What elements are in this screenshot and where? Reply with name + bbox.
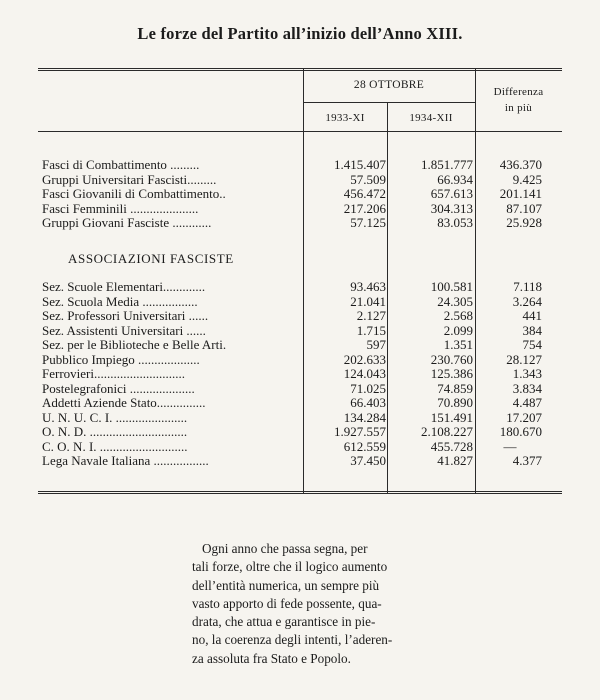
table-row [38, 367, 562, 382]
value-1934: 2.099 [443, 322, 473, 338]
value-1934: 125.386 [430, 366, 473, 381]
header-bottom-rule [38, 131, 562, 132]
difference-header-line2: in più [504, 102, 533, 114]
row-label: Sez. Scuola Media ................. [42, 294, 198, 309]
table-row [38, 425, 562, 440]
table-row [38, 280, 562, 295]
group-header-rule [303, 102, 475, 103]
value-1933: 124.043 [343, 366, 386, 381]
value-1933: 1.415.407 [334, 157, 386, 172]
table-row [38, 309, 562, 324]
row-label: Pubblico Impiego ................... [42, 352, 200, 367]
value-1934: 230.760 [430, 351, 473, 367]
value-1933: 202.633 [343, 351, 386, 367]
row-label: Sez. per le Biblioteche e Belle Arti. [42, 338, 227, 352]
value-1933: 134.284 [343, 409, 386, 425]
row-label: Addetti Aziende Stato............... [42, 396, 206, 410]
value-1934: 657.613 [430, 186, 473, 201]
value-difference: 4.487 [512, 395, 542, 410]
paragraph-line: tali forze, oltre che il logico aumento [192, 559, 388, 575]
year-1934-header: 1934-XII [409, 112, 453, 124]
date-group-header: 28 OTTOBRE [353, 79, 425, 91]
value-1933: 597 [366, 337, 386, 352]
row-label: Fasci Giovanili di Combattimento.. [42, 187, 226, 201]
value-1933: 456.472 [343, 186, 386, 201]
value-1933: 57.509 [350, 171, 386, 187]
table-row [38, 454, 562, 469]
value-1933: 1.927.557 [334, 424, 386, 439]
year-1933-header: 1933-XI [325, 112, 365, 124]
table-row [38, 396, 562, 411]
main-rows [38, 158, 562, 231]
table-row [38, 158, 562, 173]
row-label: Sez. Professori Universitari ...... [42, 309, 209, 323]
row-label: Postelegrafonici .................... [42, 381, 195, 396]
section-title: ASSOCIAZIONI FASCISTE [68, 251, 234, 266]
table-row [38, 173, 562, 188]
value-difference: 436.370 [499, 157, 542, 172]
row-label: Fasci di Combattimento ......... [42, 158, 200, 172]
value-difference: 384 [522, 322, 542, 338]
value-difference: 3.264 [512, 293, 542, 309]
value-difference: 9.425 [512, 171, 542, 187]
value-1933: 21.041 [350, 293, 386, 309]
value-1934: 100.581 [430, 279, 473, 294]
table-row [38, 353, 562, 368]
table-row [38, 202, 562, 217]
value-1933: 217.206 [343, 200, 386, 216]
row-label: Sez. Scuole Elementari............. [42, 280, 206, 294]
value-1934: 455.728 [430, 438, 473, 454]
row-label: C. O. N. I. ........................... [42, 439, 188, 454]
value-1934: 70.890 [437, 395, 473, 410]
paragraph-line: Ogni anno che passa segna, per [202, 541, 368, 556]
value-1934: 304.313 [430, 200, 473, 216]
value-difference: 441 [522, 308, 542, 323]
paragraph-line: drata, che attua e garantisce in pie- [192, 614, 376, 630]
value-difference: 4.377 [512, 453, 542, 468]
value-1933: 66.403 [350, 395, 386, 410]
value-difference: — [503, 438, 517, 454]
value-difference: 28.127 [506, 351, 542, 367]
value-difference: 201.141 [499, 186, 542, 201]
difference-header-line1: Differenza [493, 86, 544, 98]
table-row [38, 382, 562, 397]
value-difference: 3.834 [512, 380, 542, 396]
table-bottom-rule [38, 491, 562, 494]
row-label: Gruppi Giovani Fasciste ............ [42, 216, 212, 230]
value-1934: 151.491 [430, 409, 473, 425]
table-top-rule [38, 68, 562, 71]
value-1933: 37.450 [350, 453, 386, 468]
value-difference: 87.107 [506, 200, 542, 216]
paragraph-line: za assoluta fra Stato e Popolo. [192, 650, 351, 666]
value-1933: 1.715 [356, 322, 386, 338]
closing-paragraph [192, 540, 435, 668]
table-row [38, 324, 562, 339]
value-1934: 41.827 [437, 453, 473, 468]
row-label: Lega Navale Italiana ................. [42, 454, 209, 468]
paragraph-line: no, la coerenza degli intenti, l’aderen- [192, 632, 393, 648]
row-label: Sez. Assistenti Universitari ...... [42, 323, 206, 338]
value-1934: 1.351 [443, 337, 473, 352]
value-difference: 754 [522, 337, 542, 352]
value-1934: 83.053 [437, 215, 473, 230]
value-1933: 612.559 [343, 438, 386, 454]
value-1934: 66.934 [437, 171, 473, 187]
value-difference: 17.207 [506, 409, 542, 425]
association-rows [38, 280, 562, 469]
table-row [38, 295, 562, 310]
value-1933: 93.463 [350, 279, 386, 294]
value-1934: 24.305 [437, 293, 473, 309]
paragraph-line: vasto apporto di fede possente, qua- [192, 595, 382, 611]
table-row [38, 440, 562, 455]
table-row [38, 187, 562, 202]
paragraph-line: dell’entità numerica, un sempre più [192, 577, 380, 593]
value-1933: 2.127 [356, 308, 386, 323]
table-row [38, 411, 562, 426]
value-difference: 180.670 [499, 424, 542, 439]
statistics-table [38, 68, 562, 494]
table-row [38, 338, 562, 353]
value-difference: 1.343 [512, 366, 542, 381]
value-1934: 74.859 [437, 380, 473, 396]
page-title: Le forze del Partito all’inizio dell’Anno XIII. [137, 24, 463, 43]
value-1933: 71.025 [350, 380, 386, 396]
value-1934: 2.568 [443, 308, 473, 323]
table-row [38, 216, 562, 231]
row-label: U. N. U. C. I. ...................... [42, 410, 188, 425]
value-difference: 7.118 [513, 279, 542, 294]
value-difference: 25.928 [506, 215, 542, 230]
row-label: Fasci Femminili ..................... [42, 201, 199, 216]
row-label: Ferrovieri............................ [42, 367, 185, 381]
row-label: O. N. D. .............................. [42, 425, 188, 439]
value-1933: 57.125 [350, 215, 386, 230]
value-1934: 2.108.227 [421, 424, 473, 439]
row-label: Gruppi Universitari Fascisti......... [42, 172, 217, 187]
value-1934: 1.851.777 [421, 157, 473, 172]
